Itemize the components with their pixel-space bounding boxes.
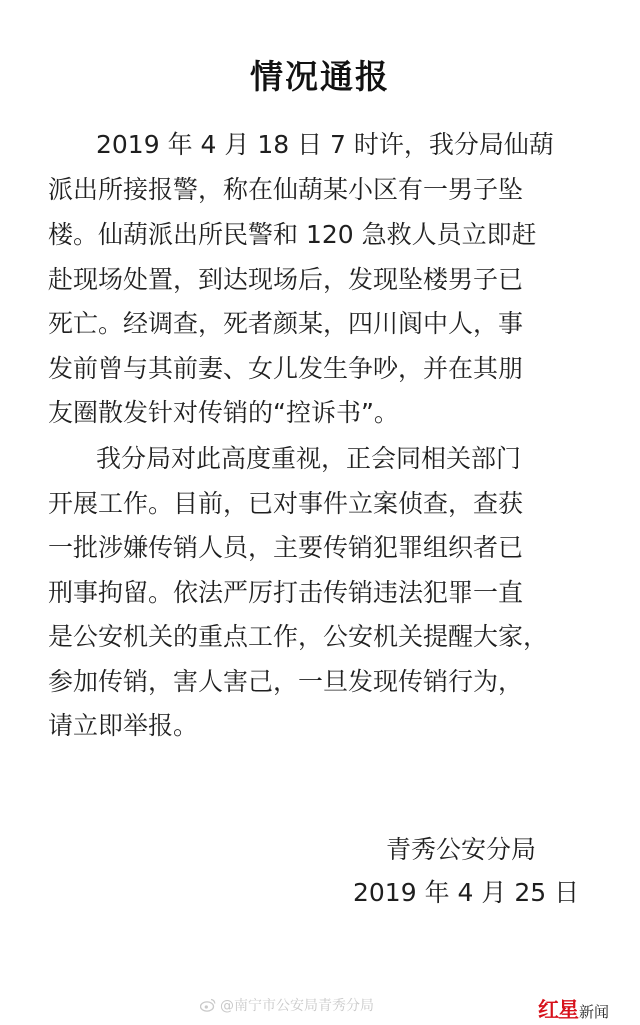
weibo-watermark [200,995,374,1017]
paragraph-line: 开展工作。目前，已对事件立案侦查，查获 [48,489,524,518]
paragraph-line: 刑事拘留。依法严厉打击传销违法犯罪一直 [48,578,524,607]
paragraph-line: 派出所接报警，称在仙葫某小区有一男子坠 [48,175,524,204]
paragraph-line: 发前曾与其前妻、女儿发生争吵，并在其朋 [48,354,524,383]
logo-red-text: 红星 [538,997,578,1022]
hongxing-news-logo [538,994,636,1022]
paragraph-line: 友圈散发针对传销的“控诉书”。 [48,398,399,427]
paragraph-line: 参加传销，害人害己，一旦发现传销行为， [48,667,524,696]
paragraph-line: 是公安机关的重点工作，公安机关提醒大家， [48,622,549,651]
paragraph-line: 2019 年 4 月 18 日 7 时许，我分局仙葫 [96,130,554,159]
logo-black-text: 新闻 [579,1003,610,1021]
paragraph-line: 赴现场处置，到达现场后，发现坠楼男子已 [48,265,524,294]
weibo-icon [200,997,216,1011]
paragraph-line: 死亡。经调查，死者颜某，四川阆中人，事 [48,309,524,338]
document-title: 情况通报 [250,57,390,96]
paragraph-line: 楼。仙葫派出所民警和 120 急救人员立即赶 [48,220,537,249]
paragraph-line: 一批涉嫌传销人员，主要传销犯罪组织者已 [48,533,524,562]
paragraph-line: 我分局对此高度重视，正会同相关部门 [96,444,522,473]
signature-organization: 青秀公安分局 [386,835,537,864]
paragraph-line: 请立即举报。 [48,711,199,740]
watermark-text: @南宁市公安局青秀分局 [220,998,374,1014]
signature-date: 2019 年 4 月 25 日 [353,878,580,907]
